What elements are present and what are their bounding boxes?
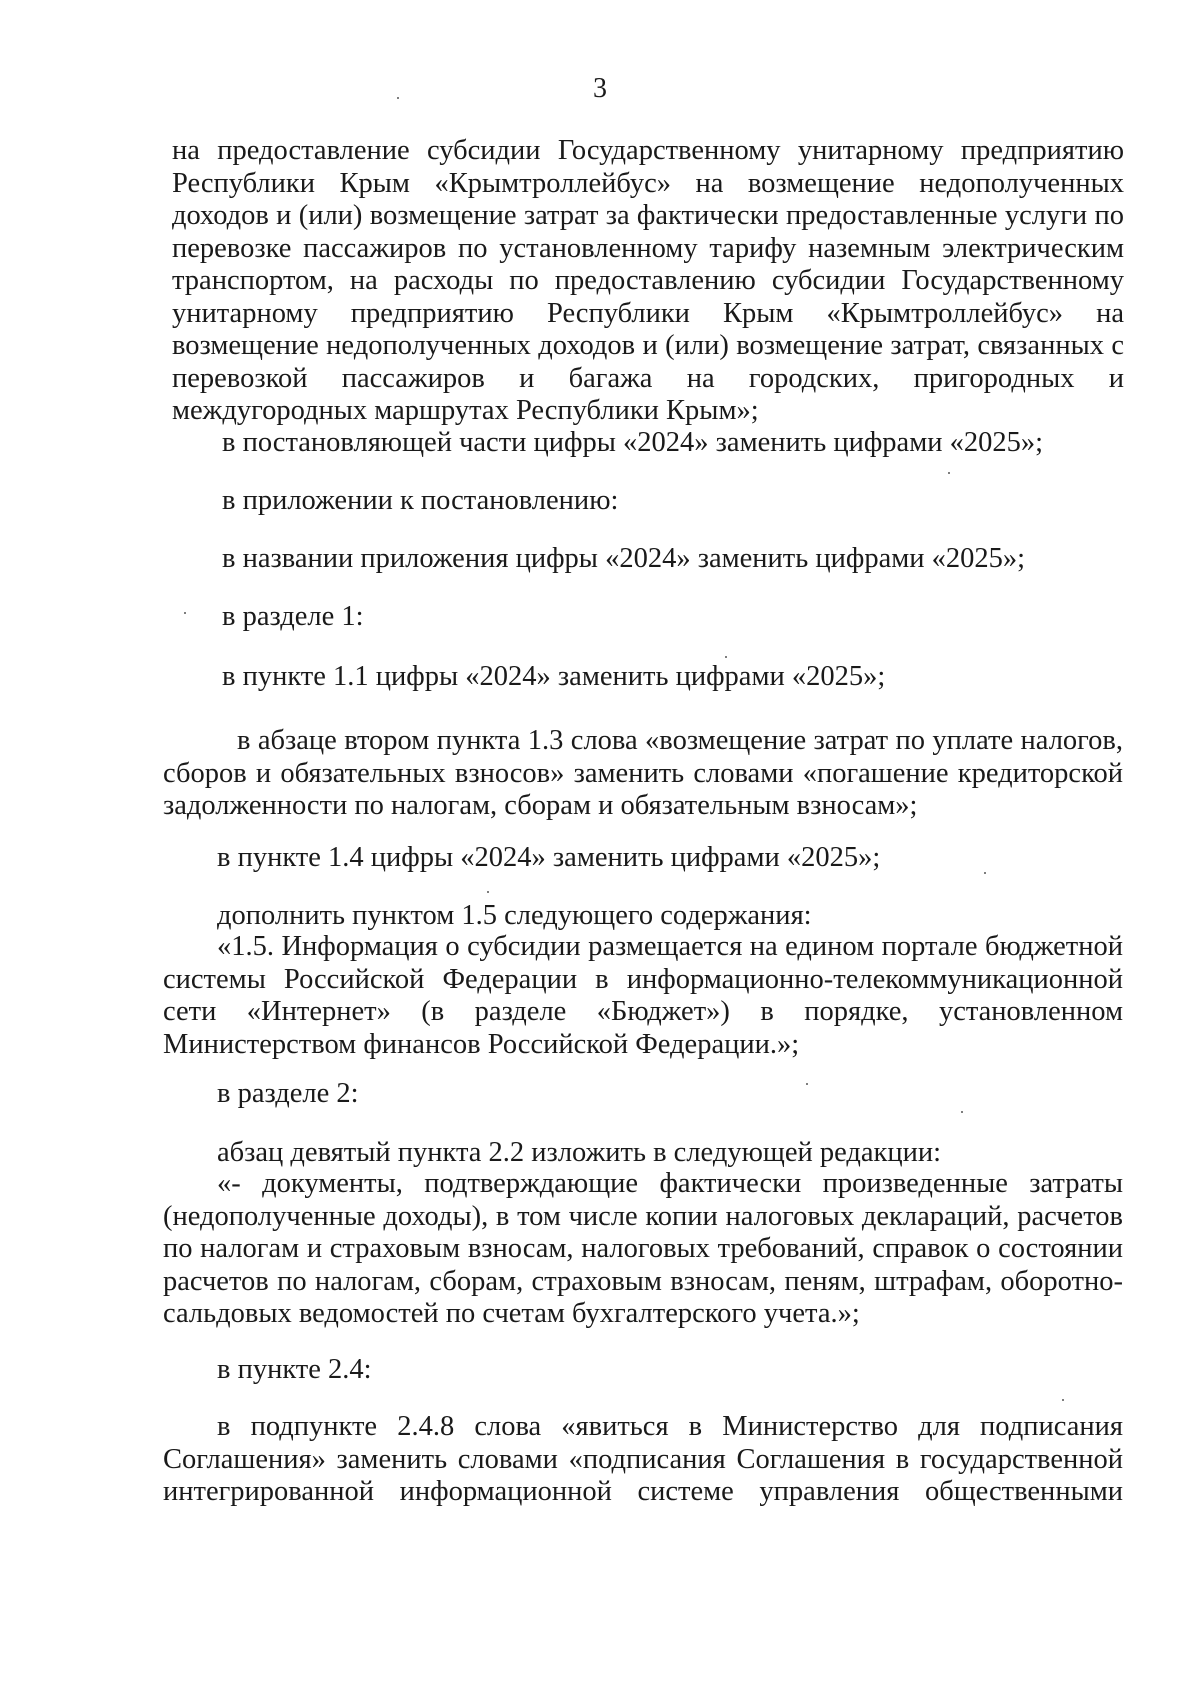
paragraph-item-2-2-text: «- документы, подтверждающие фактически произведенные затраты (недополученные доходы), в том числе копии налоговых деклараций, расчетов по налогам и страховым взносам, налоговых требований, справок о состоянии расчетов по налогам, сборам, страховым взносам, пеням, штрафам, оборотно-сальдовых ведомостей по счетам бухгалтерского учета.»; (163, 1168, 1123, 1329)
scan-speck (487, 891, 489, 893)
scan-speck (397, 97, 399, 99)
paragraph-subitem-2-4-8: в подпункте 2.4.8 слова «явиться в Министерство для подписания Соглашения» заменить словами «подписания Соглашения в государственной интегрированной информационной системе управления общественными (163, 1411, 1123, 1507)
paragraph-item-1-5-text: «1.5. Информация о субсидии размещается на едином портале бюджетной системы Российской Федерации в информационно-телекоммуникационной сети «Интернет» (в разделе «Бюджет») в порядке, установленном Министерством финансов Российской Федерации.»; (163, 931, 1123, 1060)
paragraph-section-1: в разделе 1: (222, 601, 364, 632)
scan-speck (948, 472, 950, 474)
paragraph-resolution-part: в постановляющей части цифры «2024» заменить цифрами «2025»; (222, 427, 1044, 458)
scan-speck (806, 1083, 808, 1085)
paragraph-appendix: в приложении к постановлению: (222, 485, 619, 516)
scan-speck (961, 1111, 963, 1113)
paragraph-item-1-3: в абзаце втором пункта 1.3 слова «возмещение затрат по уплате налогов, сборов и обязательных взносов» заменить словами «погашение кредиторской задолженности по налогам, сборам и обязательным взносам»; (163, 725, 1123, 821)
paragraph-add-item-1-5: дополнить пунктом 1.5 следующего содержания: (217, 900, 812, 931)
paragraph-subsidy-title: на предоставление субсидии Государственному унитарному предприятию Республики Крым «Крымтроллейбус» на возмещение недополученных доходов и (или) возмещение затрат за фактически предоставленные услуги по перевозке пассажиров по установленному тарифу наземным электрическим транспортом, на расходы по предоставлению субсидии Государственному унитарному предприятию Республики Крым «Крымтроллейбус» на возмещение недополученных доходов и (или) возмещение затрат, связанных с перевозкой пассажиров и багажа на городских, пригородных и междугородных маршрутах Республики Крым»; (172, 135, 1124, 426)
paragraph-appendix-name: в названии приложения цифры «2024» заменить цифрами «2025»; (222, 543, 1026, 574)
scan-speck (725, 656, 727, 658)
page-number: 3 (593, 73, 607, 104)
scan-speck (1062, 1399, 1064, 1401)
scan-speck (984, 872, 986, 874)
scan-speck (184, 612, 186, 614)
paragraph-item-2-4: в пункте 2.4: (217, 1354, 372, 1385)
paragraph-item-1-1: в пункте 1.1 цифры «2024» заменить цифрами «2025»; (222, 661, 886, 692)
paragraph-item-2-2: абзац девятый пункта 2.2 изложить в следующей редакции: (217, 1137, 942, 1168)
paragraph-item-1-4: в пункте 1.4 цифры «2024» заменить цифрами «2025»; (217, 842, 881, 873)
paragraph-section-2: в разделе 2: (217, 1078, 359, 1109)
